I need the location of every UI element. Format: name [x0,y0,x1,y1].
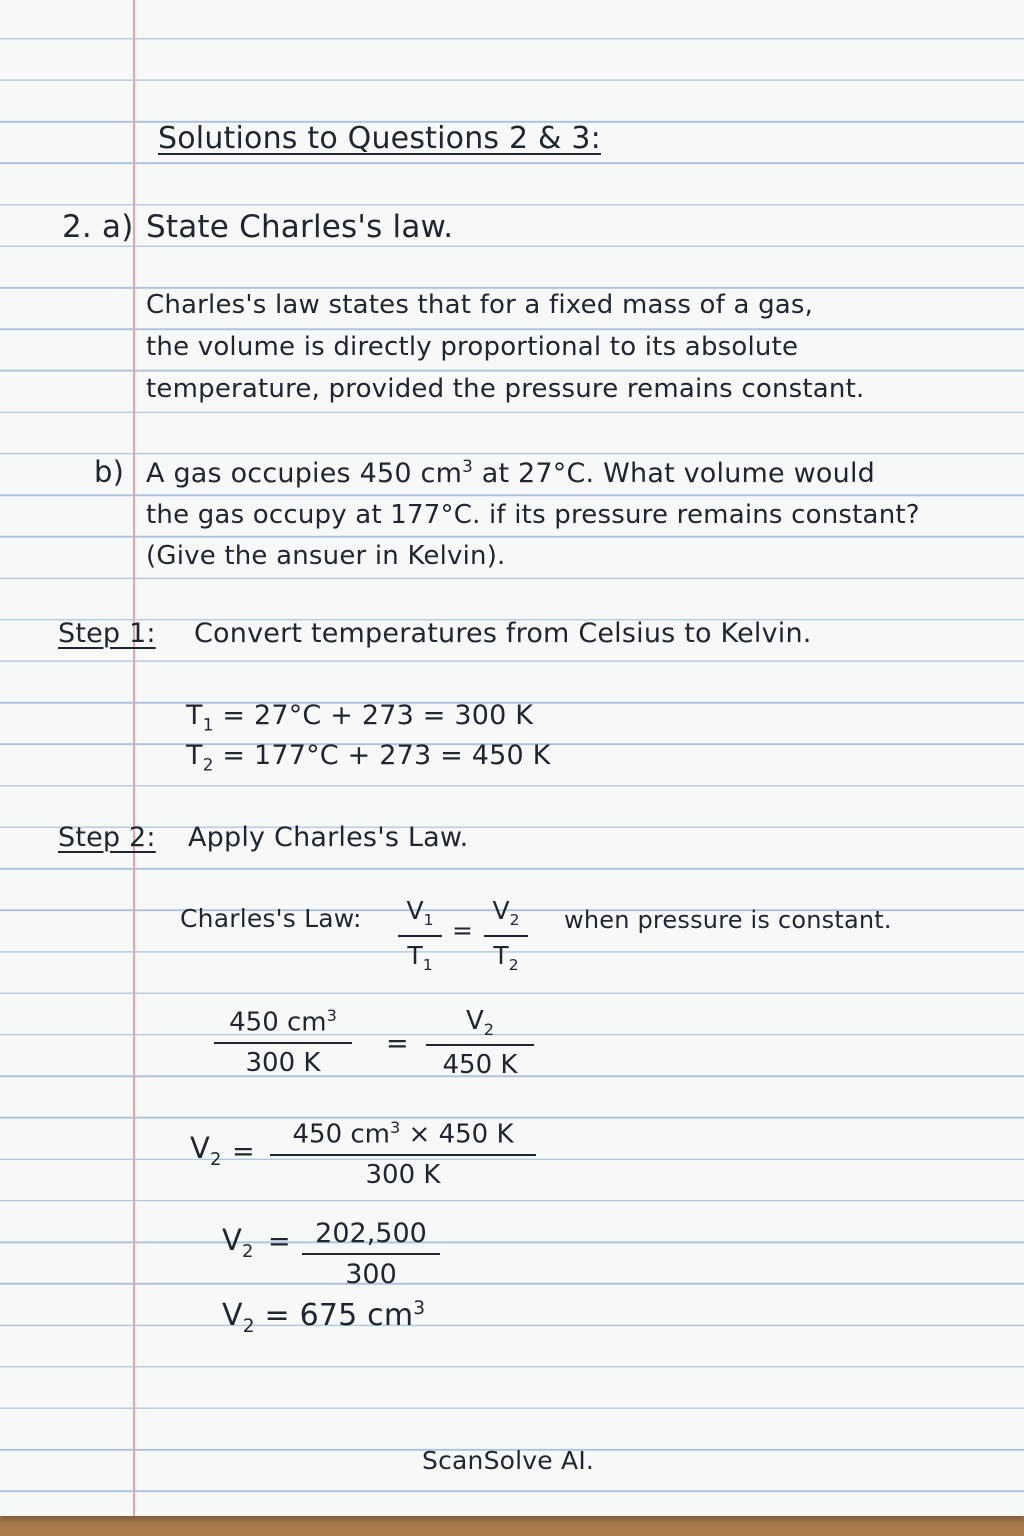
equation-2-lhs: $V_2$ [190,1131,222,1170]
step-1-text: Convert temperatures from Celsius to Kelvin. [194,618,812,649]
equation-1-left-fraction: 450 $cm^3$ 300 K [214,1008,352,1076]
answer-2a-line-3: temperature, provided the pressure remains constant. [146,374,865,404]
step-1-label: Step 1: [58,618,156,649]
t1-equation: $T_1 = 27^\circ C + 273 = 300$ K [186,700,534,735]
question-2b-label: b) [94,455,125,489]
equation-1-equals: = [386,1028,409,1059]
law-condition: when pressure is constant. [564,906,892,934]
equation-3-equals: = [268,1226,291,1257]
page-title: Solutions to Questions 2 & 3: [158,121,601,156]
footer-signature: ScanSolve AI. [422,1446,595,1475]
question-2b-line-2: the gas occupy at 177°C. if its pressure remains constant? [146,500,920,530]
question-2a-text: State Charles's law. [146,209,454,245]
equation-3-lhs: $V_2$ [222,1223,254,1262]
step-2-text: Apply Charles's Law. [188,822,469,853]
step-2-label: Step 2: [58,822,156,853]
law-fraction-v1-t1: $V_1$ $T_1$ [398,898,442,973]
question-2b-line-1: A gas occupies 450 $cm^3$ at 27°C. What volume would [146,456,875,489]
answer-2a-line-2: the volume is directly proportional to its absolute [146,332,799,362]
law-label: Charles's Law: [180,904,362,933]
t2-equation: $T_2 = 177^\circ C + 273 = 450$ K [186,740,551,775]
answer-2a-line-1: Charles's law states that for a fixed mass of a gas, [146,290,814,320]
law-equals: = [452,916,474,945]
question-2a-label: 2. a) [62,209,134,245]
equation-3-fraction: 202,500 300 [302,1220,440,1288]
question-2b-line-3: (Give the ansuer in Kelvin). [146,541,506,571]
equation-2-fraction: 450 $cm^3 \times 450$ K 300 K [270,1120,536,1188]
law-fraction-v2-t2: $V_2$ $T_2$ [484,898,528,973]
equation-2-equals: = [232,1136,255,1167]
equation-1-right-fraction: $V_2$ 450 K [426,1008,534,1078]
result-equation: $V_2 = 675$ $cm^3$ [222,1298,426,1337]
